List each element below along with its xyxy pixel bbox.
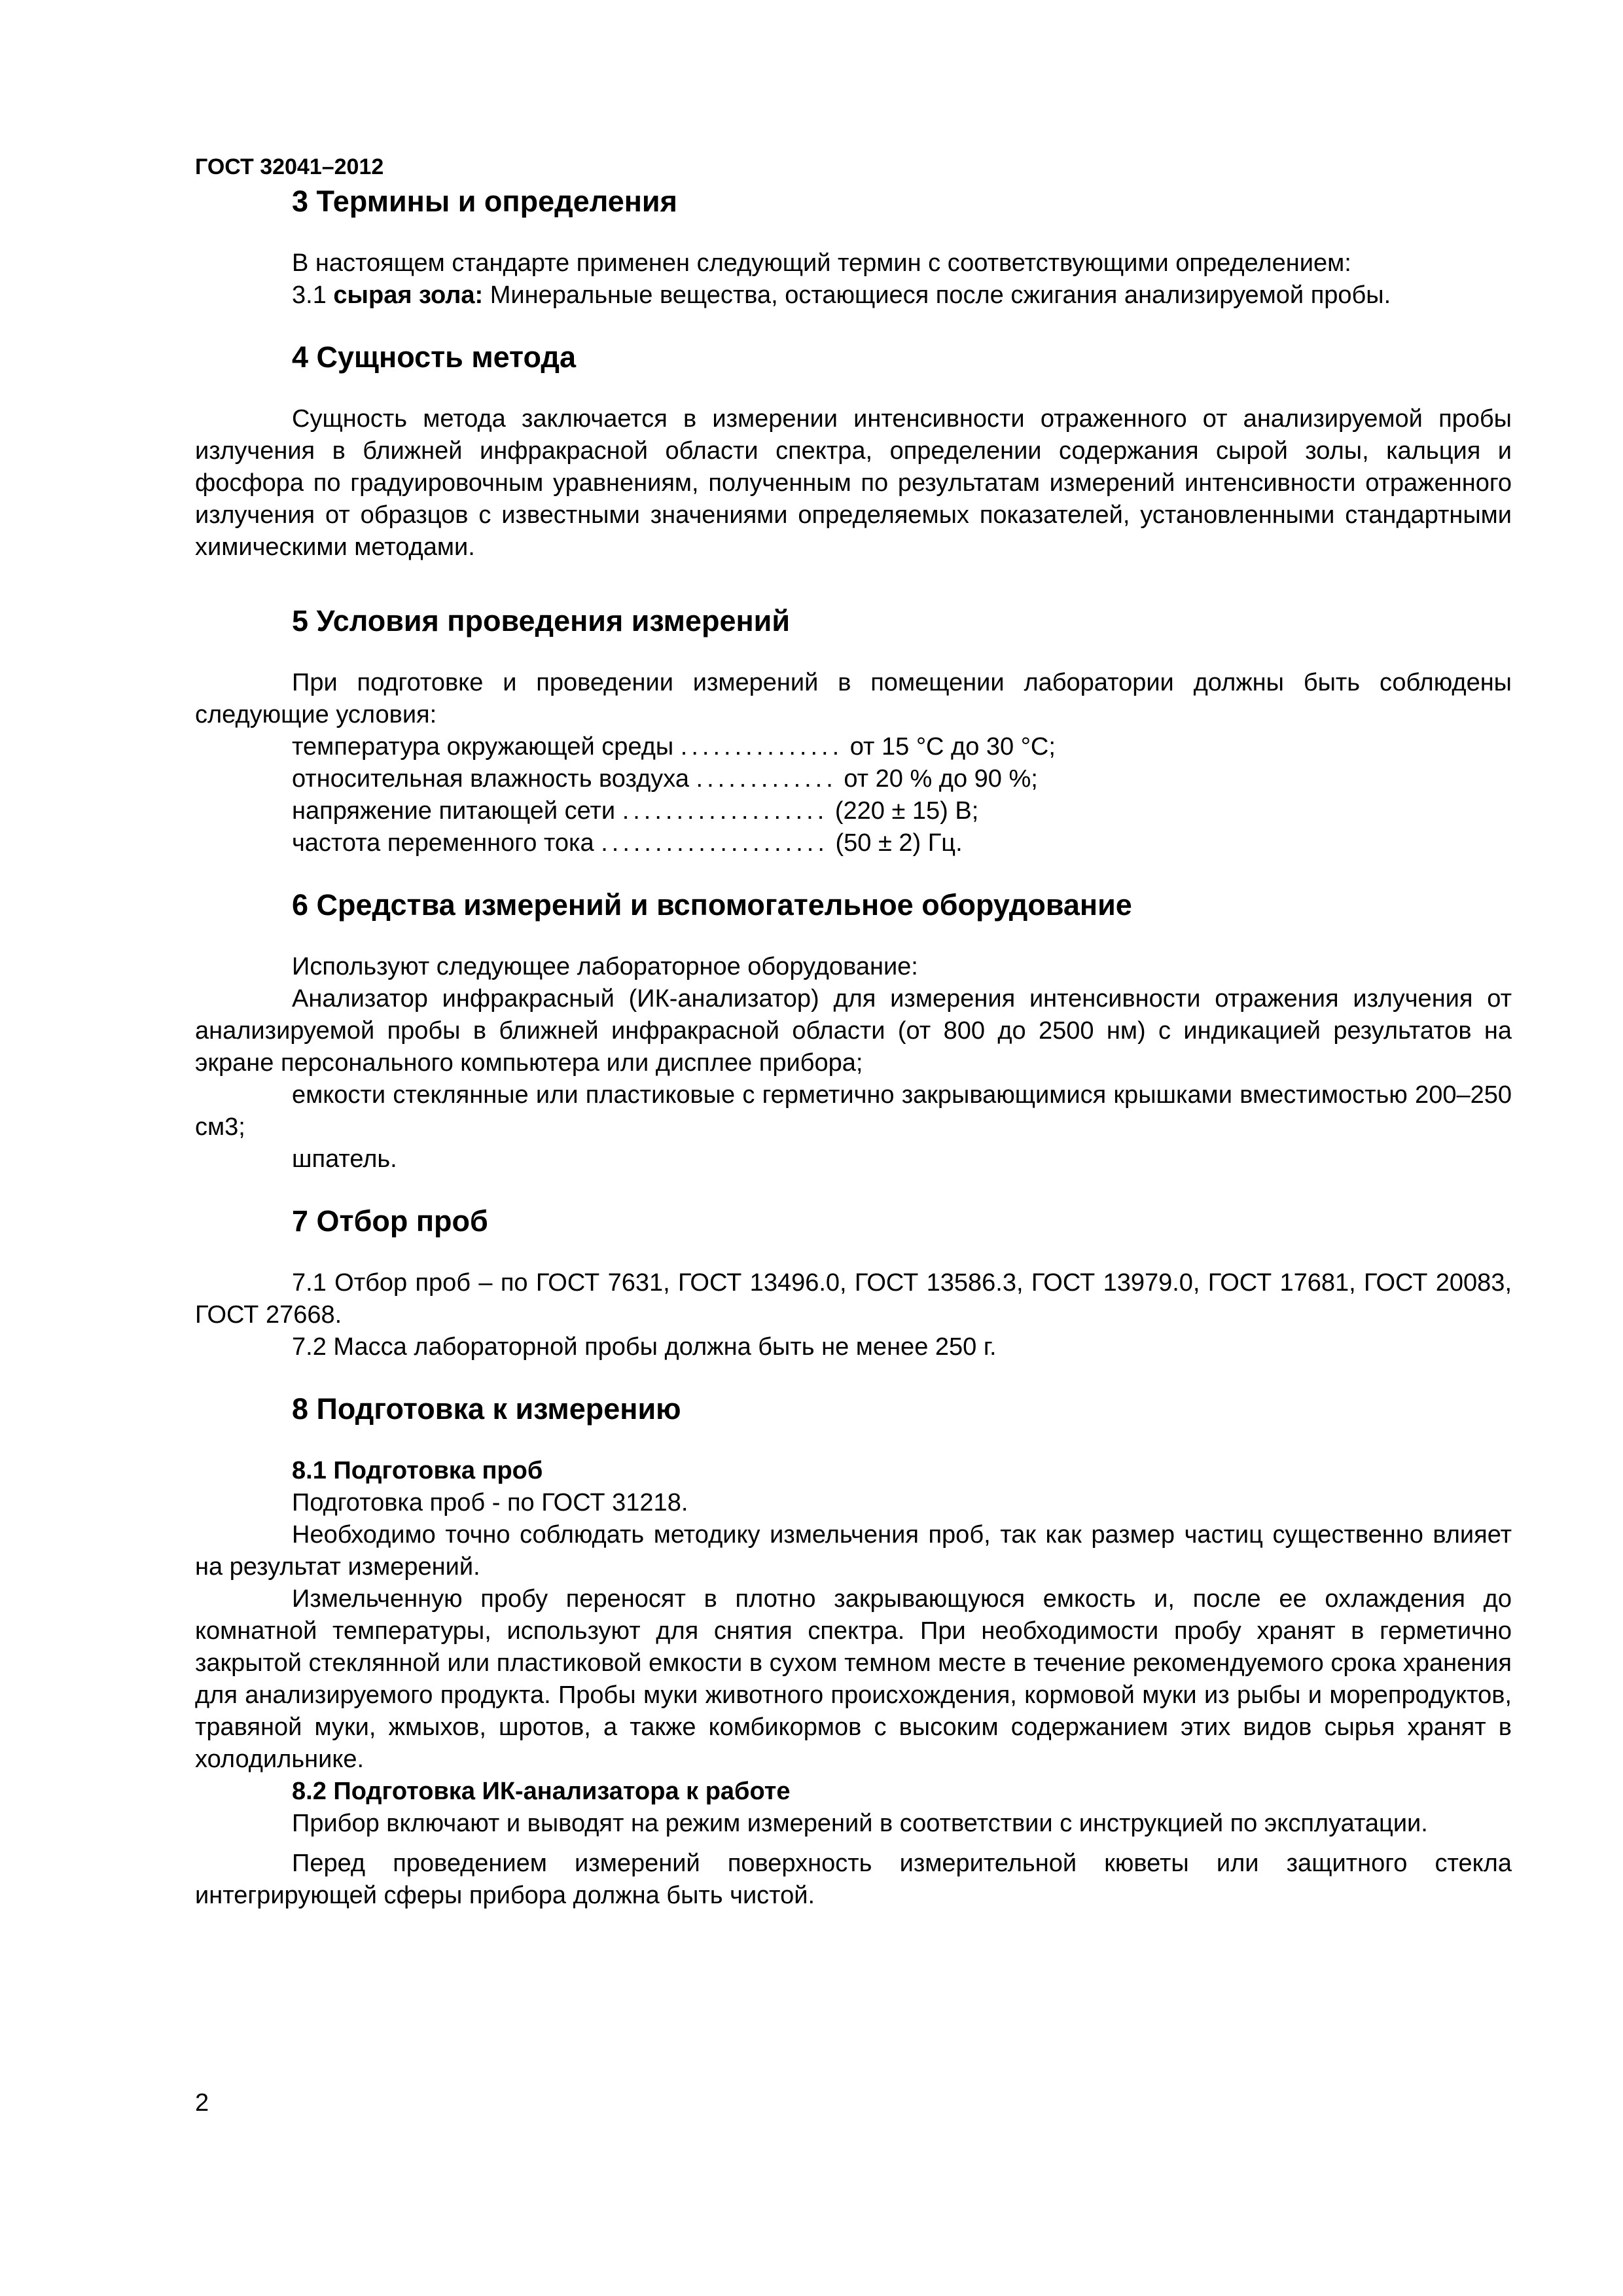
section-6-p1: Используют следующее лабораторное оборудование: <box>292 953 918 980</box>
section-5-intro: При подготовке и проведении измерений в помещении лаборатории должны быть соблюдены следующие условия: <box>195 669 1512 728</box>
subsection-8-1-title: 8.1 Подготовка проб <box>292 1457 543 1484</box>
section-8-p4: Прибор включают и выводят на режим измерений в соответствии с инструкцией по эксплуатации. <box>292 1810 1428 1837</box>
condition-row: температура окружающей среды ............... от 15 °С до 30 °С; <box>292 733 1056 761</box>
page-number: 2 <box>195 2089 209 2117</box>
section-4-title: 4 Сущность метода <box>292 340 576 374</box>
section-4-text: Сущность метода заключается в измерении интенсивности отраженного от анализируемой пробы излучения в ближней инфракрасной области спектра, определении содержания сырой золы, кальция и фосфора по градуировочным уравнениям, полученным по результатам измерений интенсивности отраженного излучения от образцов с известными значениями определяемых показателей, установленными стандартными химическими методами. <box>195 405 1512 561</box>
document-body <box>195 182 1512 1912</box>
definition-term: сырая зола: <box>333 281 484 309</box>
section-8-p1: Подготовка проб - по ГОСТ 31218. <box>292 1489 688 1516</box>
section-8-p2: Необходимо точно соблюдать методику измельчения проб, так как размер частиц существенно влияет на результат измерений. <box>195 1521 1512 1581</box>
condition-row: относительная влажность воздуха ............. от 20 % до 90 %; <box>292 765 1038 793</box>
definition-number: 3.1 <box>292 281 327 309</box>
document-header: ГОСТ 32041–2012 <box>195 154 384 179</box>
section-6-title: 6 Средства измерений и вспомогательное оборудование <box>292 888 1132 922</box>
section-8-p5: Перед проведением измерений поверхность измерительной кюветы или защитного стекла интегрирующей сферы прибора должна быть чистой. <box>195 1850 1512 1909</box>
definition-3-1 <box>195 279 1512 312</box>
condition-row: частота переменного тока ..................... (50 ± 2) Гц. <box>292 829 963 857</box>
section-8-p3: Измельченную пробу переносят в плотно закрывающуюся емкость и, после ее охлаждения до комнатной температуры, используют для снятия спектра. При необходимости пробу хранят в герметично закрытой стеклянной или пластиковой емкости в сухом темном месте в течение рекомендуемого срока хранения для анализируемого продукта. Пробы муки животного происхождения, кормовой муки из рыбы и морепродуктов, травяной муки, жмыхов, шротов, а также комбикормов с высоким содержанием этих видов сырья хранят в холодильнике. <box>195 1585 1512 1773</box>
section-3-title: 3 Термины и определения <box>292 185 677 218</box>
section-7-p1: 7.1 Отбор проб – по ГОСТ 7631, ГОСТ 13496.0, ГОСТ 13586.3, ГОСТ 13979.0, ГОСТ 17681, ГОСТ 20083, ГОСТ 27668. <box>195 1269 1512 1329</box>
section-7-p2: 7.2 Масса лабораторной пробы должна быть не менее 250 г. <box>292 1333 997 1361</box>
section-7-title: 7 Отбор проб <box>292 1204 488 1238</box>
section-6-p3: емкости стеклянные или пластиковые с герметично закрывающимися крышками вместимостью 200–250 см3; <box>195 1081 1512 1141</box>
section-3-intro: В настоящем стандарте применен следующий термин с соответствующими определением: <box>292 249 1351 277</box>
condition-row: напряжение питающей сети ................... (220 ± 15) В; <box>292 797 979 825</box>
definition-text: Минеральные вещества, остающиеся после сжигания анализируемой пробы. <box>490 281 1391 309</box>
section-6-p2: Анализатор инфракрасный (ИК-анализатор) для измерения интенсивности отражения излучения от анализируемой пробы в ближней инфракрасной области (от 800 до 2500 нм) с индикацией результатов на экране персонального компьютера или дисплее прибора; <box>195 985 1512 1077</box>
section-8-title: 8 Подготовка к измерению <box>292 1392 681 1426</box>
subsection-8-2-title: 8.2 Подготовка ИК-анализатора к работе <box>292 1778 791 1805</box>
section-6-p4: шпатель. <box>292 1145 397 1173</box>
section-5-title: 5 Условия проведения измерений <box>292 604 790 637</box>
